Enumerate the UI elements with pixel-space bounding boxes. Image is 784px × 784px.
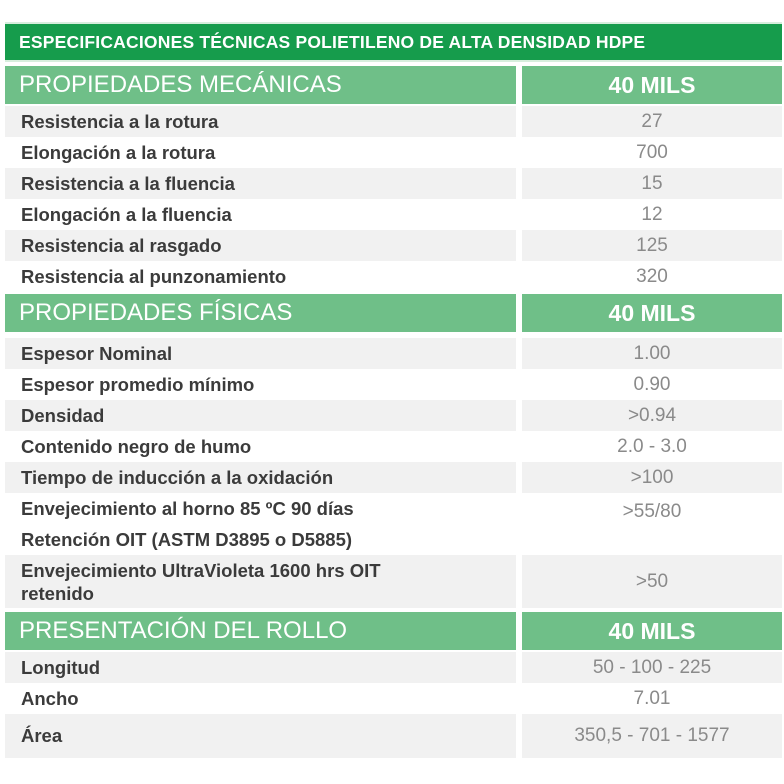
- row-label: Tiempo de inducción a la oxidación: [5, 462, 516, 493]
- row-value: 27: [522, 106, 782, 137]
- table-row: [5, 230, 782, 261]
- table-row: [5, 199, 782, 230]
- row-value: >0.94: [522, 400, 782, 431]
- row-label: Ancho: [5, 683, 516, 714]
- row-label-line: retenido: [21, 582, 94, 604]
- row-value: 125: [522, 230, 782, 261]
- section-heading: PROPIEDADES MECÁNICAS: [5, 66, 516, 104]
- row-label: Elongación a la rotura: [5, 137, 516, 168]
- row-value: 1.00: [522, 338, 782, 369]
- table-row: [5, 168, 782, 199]
- table-row: [5, 431, 782, 462]
- row-label: Resistencia a la fluencia: [5, 168, 516, 199]
- row-label: Longitud: [5, 652, 516, 683]
- row-label: Área: [5, 714, 516, 758]
- section-header-roll: [5, 612, 782, 650]
- row-value: 700: [522, 137, 782, 168]
- table-row: [5, 493, 782, 555]
- table-row: [5, 261, 782, 292]
- row-value: >100: [522, 462, 782, 493]
- row-label: [5, 493, 516, 555]
- section-column-label: 40 MILS: [522, 66, 782, 104]
- section-heading: PROPIEDADES FÍSICAS: [5, 294, 516, 332]
- section-column-label: 40 MILS: [522, 294, 782, 332]
- row-value: 320: [522, 261, 782, 292]
- row-label: [5, 555, 516, 608]
- row-label-line: Envejecimiento UltraVioleta 1600 hrs OIT: [21, 559, 381, 581]
- row-value: 12: [522, 199, 782, 230]
- row-value: >55/80: [522, 493, 782, 555]
- row-value: 7.01: [522, 683, 782, 714]
- table-row: [5, 683, 782, 714]
- row-value: 50 - 100 - 225: [522, 652, 782, 683]
- section-column-label: 40 MILS: [522, 612, 782, 650]
- row-label-line: Envejecimiento al horno 85 ºC 90 días: [21, 498, 354, 519]
- table-row: [5, 652, 782, 683]
- table-row: [5, 555, 782, 608]
- row-label: Espesor Nominal: [5, 338, 516, 369]
- spec-sheet: [5, 0, 782, 784]
- section-heading: PRESENTACIÓN DEL ROLLO: [5, 612, 516, 650]
- row-label: Resistencia al rasgado: [5, 230, 516, 261]
- row-value: 15: [522, 168, 782, 199]
- row-label-line: Retención OIT (ASTM D3895 o D5885): [21, 529, 353, 550]
- row-label: Densidad: [5, 400, 516, 431]
- section-header-physical: [5, 294, 782, 332]
- table-row: [5, 338, 782, 369]
- table-row: [5, 400, 782, 431]
- table-row: [5, 137, 782, 168]
- row-value: >50: [522, 555, 782, 608]
- table-row: [5, 462, 782, 493]
- row-label: Espesor promedio mínimo: [5, 369, 516, 400]
- row-value: 350,5 - 701 - 1577: [522, 714, 782, 758]
- row-value: 2.0 - 3.0: [522, 431, 782, 462]
- table-row: [5, 106, 782, 137]
- table-row: [5, 369, 782, 400]
- row-label: Resistencia a la rotura: [5, 106, 516, 137]
- row-value: 0.90: [522, 369, 782, 400]
- section-header-mechanical: [5, 66, 782, 104]
- spec-title: ESPECIFICACIONES TÉCNICAS POLIETILENO DE ALTA DENSIDAD HDPE: [5, 22, 782, 62]
- row-label: Contenido negro de humo: [5, 431, 516, 462]
- row-label: Elongación a la fluencia: [5, 199, 516, 230]
- row-label: Resistencia al punzonamiento: [5, 261, 516, 292]
- table-row: [5, 714, 782, 758]
